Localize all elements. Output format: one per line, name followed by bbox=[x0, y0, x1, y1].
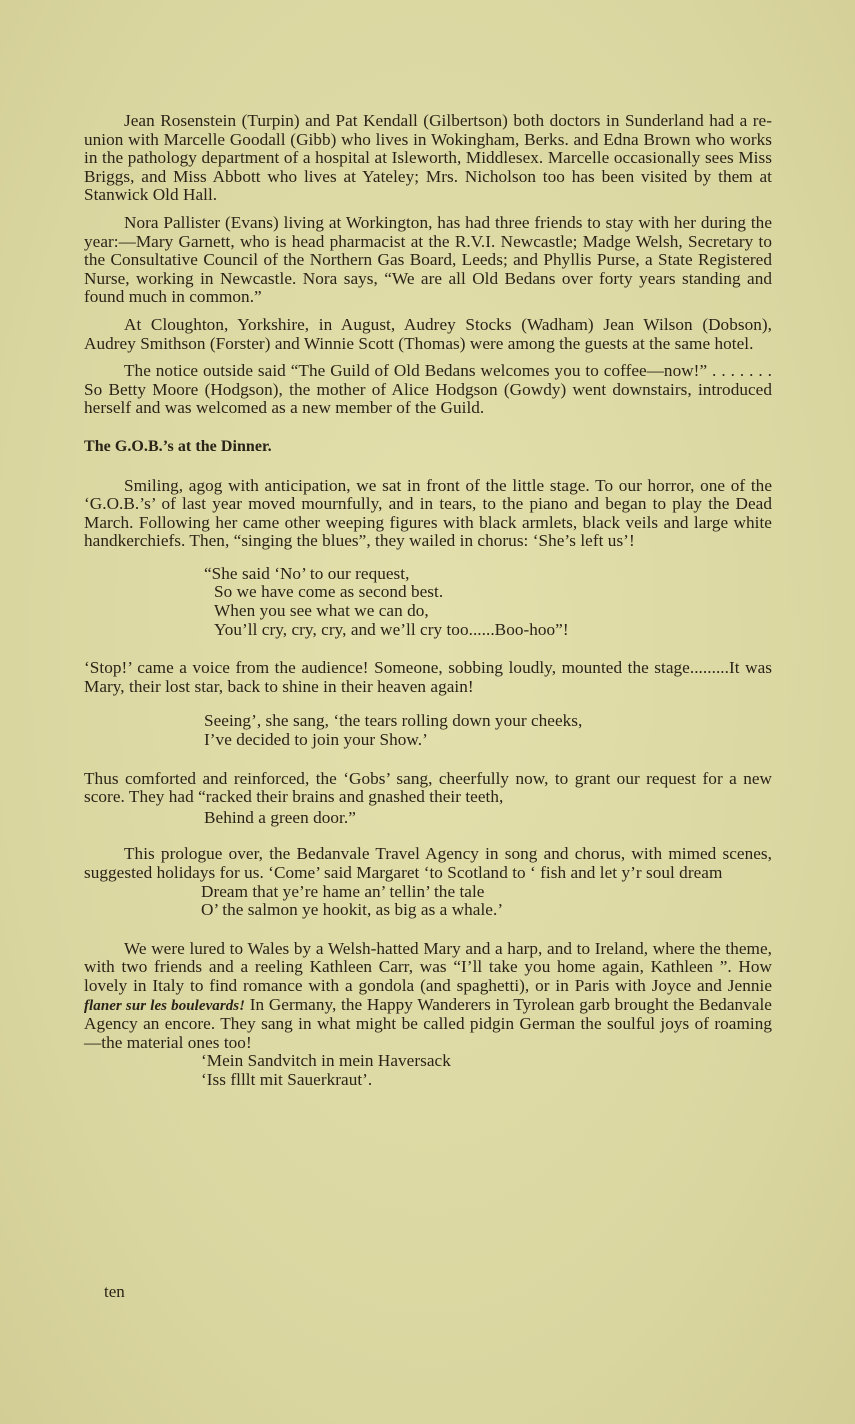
verse-block-4 bbox=[84, 883, 772, 920]
verse-block-2 bbox=[84, 712, 772, 749]
page-number: ten bbox=[104, 1282, 125, 1301]
verse-line: When you see what we can do, bbox=[214, 601, 429, 621]
verse-block-3 bbox=[84, 809, 772, 828]
paragraph-smiling: Smiling, agog with anticipation, we sat in front of the little stage. To our horror, one of the ‘G.O.B.’s’ of last year moved mournfully, and in tears, to the piano and began to play the Dead March. Following her came other weeping figures with black armlets, black veils and large white handkerchiefs. Then, “singing the blues”, they wailed in chorus: ‘She’s left us’! bbox=[84, 475, 772, 551]
verse-line: Dream that ye’re hame an’ tellin’ the tale bbox=[201, 881, 485, 901]
paragraph-stop: ‘Stop!’ came a voice from the audience! Someone, sobbing loudly, mounted the stage.........It was Mary, their lost star, back to shine in their heaven again! bbox=[84, 658, 772, 696]
verse-line: ‘Mein Sandvitch in mein Haversack bbox=[201, 1051, 451, 1071]
verse-line: You’ll cry, cry, cry, and we’ll cry too......Boo-hoo”! bbox=[214, 619, 569, 639]
germany-text: In Germany, the Happy Wanderers in Tyrolean garb brought the Bedanvale Agency an encore. They sang in what might be called pidgin German the soulful joys of roaming—the material ones too! bbox=[84, 994, 772, 1052]
paragraph-prologue: This prologue over, the Bedanvale Travel Agency in song and chorus, with mimed scenes, suggested holidays for us. ‘Come’ said Margaret ‘to Scotland to ‘ fish and let y’r soul dream bbox=[84, 844, 772, 882]
verse-line: Seeing’, she sang, ‘the tears rolling down your cheeks, bbox=[204, 711, 583, 731]
paragraph-thus-comforted: Thus comforted and reinforced, the ‘Gobs’ sang, cheerfully now, to grant our request for a new score. They had “racked their brains and gnashed their teeth, bbox=[84, 768, 772, 807]
verse-line: Behind a green door.” bbox=[204, 807, 356, 827]
paragraph-notice: The notice outside said “The Guild of Old Bedans welcomes you to coffee—now!” . . . . . . . So Betty Moore (Hodgson), the mother of Alice Hodgson (Gowdy) went downstairs, introduced herself and was welcomed as a new member of the Guild. bbox=[84, 361, 772, 418]
section-heading: The G.O.B.’s at the Dinner. bbox=[84, 437, 272, 455]
verse-block-1 bbox=[84, 565, 772, 639]
wales-text: We were lured to Wales by a Welsh-hatted Mary and a harp, and to Ireland, where the theme, with two friends and a reeling Kathleen Carr, was “I’ll take you home again, Kathleen ”. How lovely in Italy to find romance with a gondola (and spaghetti), or in Paris with Joyce and Jennie bbox=[84, 938, 772, 995]
paragraph-wales bbox=[84, 940, 772, 1053]
verse-block-5 bbox=[84, 1052, 772, 1089]
verse-line: O’ the salmon ye hookit, as big as a whale.’ bbox=[201, 900, 504, 920]
paragraph-cloughton: At Cloughton, Yorkshire, in August, Audrey Stocks (Wadham) Jean Wilson (Dobson), Audrey Smithson (Forster) and Winnie Scott (Thomas) were among the guests at the same hotel. bbox=[84, 314, 772, 353]
text-column bbox=[84, 112, 772, 1102]
flaner-phrase: flaner sur les boulevards! bbox=[84, 997, 246, 1014]
verse-line: ‘Iss flllt mit Sauerkraut’. bbox=[201, 1069, 373, 1089]
paragraph-nora-pallister: Nora Pallister (Evans) living at Workington, has had three friends to stay with her during the year:—Mary Garnett, who is head pharmacist at the R.V.I. Newcastle; Madge Welsh, Secretary to the Consultative Council of the Northern Gas Board, Leeds; and Phyllis Purse, a State Registered Nurse, working in Newcastle. Nora says, “We are all Old Bedans over forty years standing and found much in common.” bbox=[84, 212, 772, 307]
verse-line: “She said ‘No’ to our request, bbox=[204, 563, 410, 583]
verse-line: So we have come as second best. bbox=[214, 582, 444, 602]
paragraph-reunion: Jean Rosenstein (Turpin) and Pat Kendall (Gilbertson) both doctors in Sunderland had a re-union with Marcelle Goodall (Gibb) who lives in Wokingham, Berks. and Edna Brown who works in the pathology department of a hospital at Isleworth, Middlesex. Marcelle occasionally sees Miss Briggs, and Miss Abbott who lives at Yateley; Mrs. Nicholson too has been visited by them at Stanwick Old Hall. bbox=[84, 111, 772, 205]
verse-line: I’ve decided to join your Show.’ bbox=[204, 730, 428, 750]
